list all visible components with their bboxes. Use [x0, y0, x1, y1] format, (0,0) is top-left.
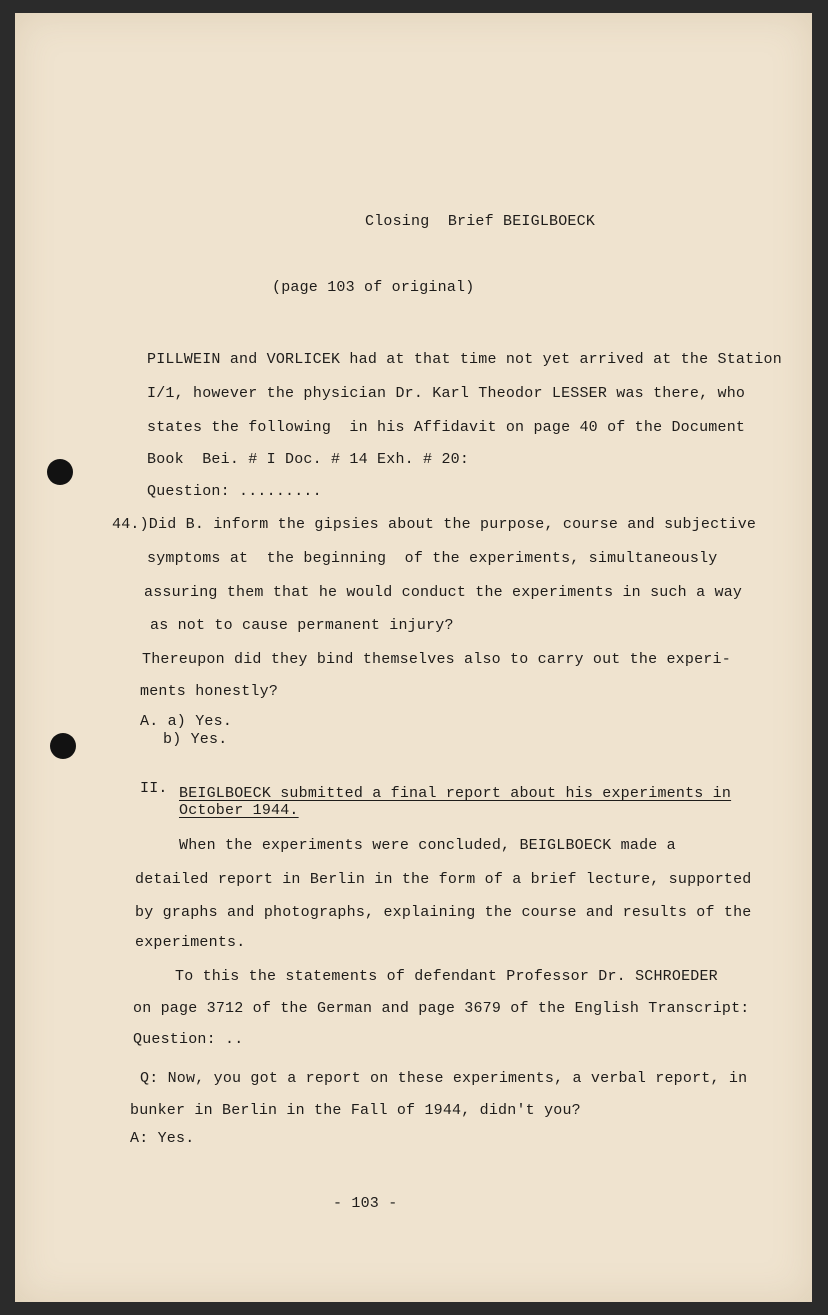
section-2-heading-line-1: BEIGLBOECK submitted a final report about his experiments in: [179, 785, 732, 802]
paragraph-2-line-2: detailed report in Berlin in the form of a brief lecture, supported: [135, 871, 752, 888]
paragraph-3-line-2: on page 3712 of the German and page 3679 of the English Transcript:: [133, 1000, 750, 1017]
thereupon-line-2: ments honestly?: [140, 683, 279, 700]
paragraph-1-line-2: I/1, however the physician Dr. Karl Theodor LESSER was there, who: [147, 385, 746, 402]
paragraph-2-line-4: experiments.: [135, 934, 246, 951]
section-2-number: II.: [140, 780, 168, 797]
document-title: Closing Brief BEIGLBOECK: [365, 213, 596, 230]
paragraph-2-line-1: When the experiments were concluded, BEIGLBOECK made a: [179, 837, 676, 854]
question-44-line-4: as not to cause permanent injury?: [150, 617, 454, 634]
paragraph-3-line-1: To this the statements of defendant Professor Dr. SCHROEDER: [175, 968, 718, 985]
document-page: [15, 13, 812, 1302]
question-label: Question: .........: [147, 483, 322, 500]
paragraph-3-line-3: Question: ..: [133, 1031, 244, 1048]
qa-line-3: A: Yes.: [130, 1130, 195, 1147]
paragraph-2-line-3: by graphs and photographs, explaining the course and results of the: [135, 904, 752, 921]
paragraph-1-line-4: Book Bei. # I Doc. # 14 Exh. # 20:: [147, 451, 470, 468]
qa-line-1: Q: Now, you got a report on these experiments, a verbal report, in: [140, 1070, 748, 1087]
question-44-line-1: 44.)Did B. inform the gipsies about the purpose, course and subjective: [112, 516, 757, 533]
answer-b: b) Yes.: [163, 731, 228, 748]
punch-hole-bottom: [50, 733, 76, 759]
punch-hole-top: [47, 459, 73, 485]
page-number: - 103 -: [333, 1195, 398, 1212]
paragraph-1-line-1: PILLWEIN and VORLICEK had at that time not yet arrived at the Station: [147, 351, 782, 368]
question-44-line-3: assuring them that he would conduct the experiments in such a way: [144, 584, 743, 601]
qa-line-2: bunker in Berlin in the Fall of 1944, didn't you?: [130, 1102, 581, 1119]
page-reference: (page 103 of original): [272, 279, 475, 296]
question-44-line-2: symptoms at the beginning of the experiments, simultaneously: [147, 550, 718, 567]
answer-a: A. a) Yes.: [140, 713, 233, 730]
thereupon-line-1: Thereupon did they bind themselves also to carry out the experi-: [142, 651, 731, 668]
section-2-heading-line-2: October 1944.: [179, 802, 299, 819]
paragraph-1-line-3: states the following in his Affidavit on page 40 of the Document: [147, 419, 746, 436]
